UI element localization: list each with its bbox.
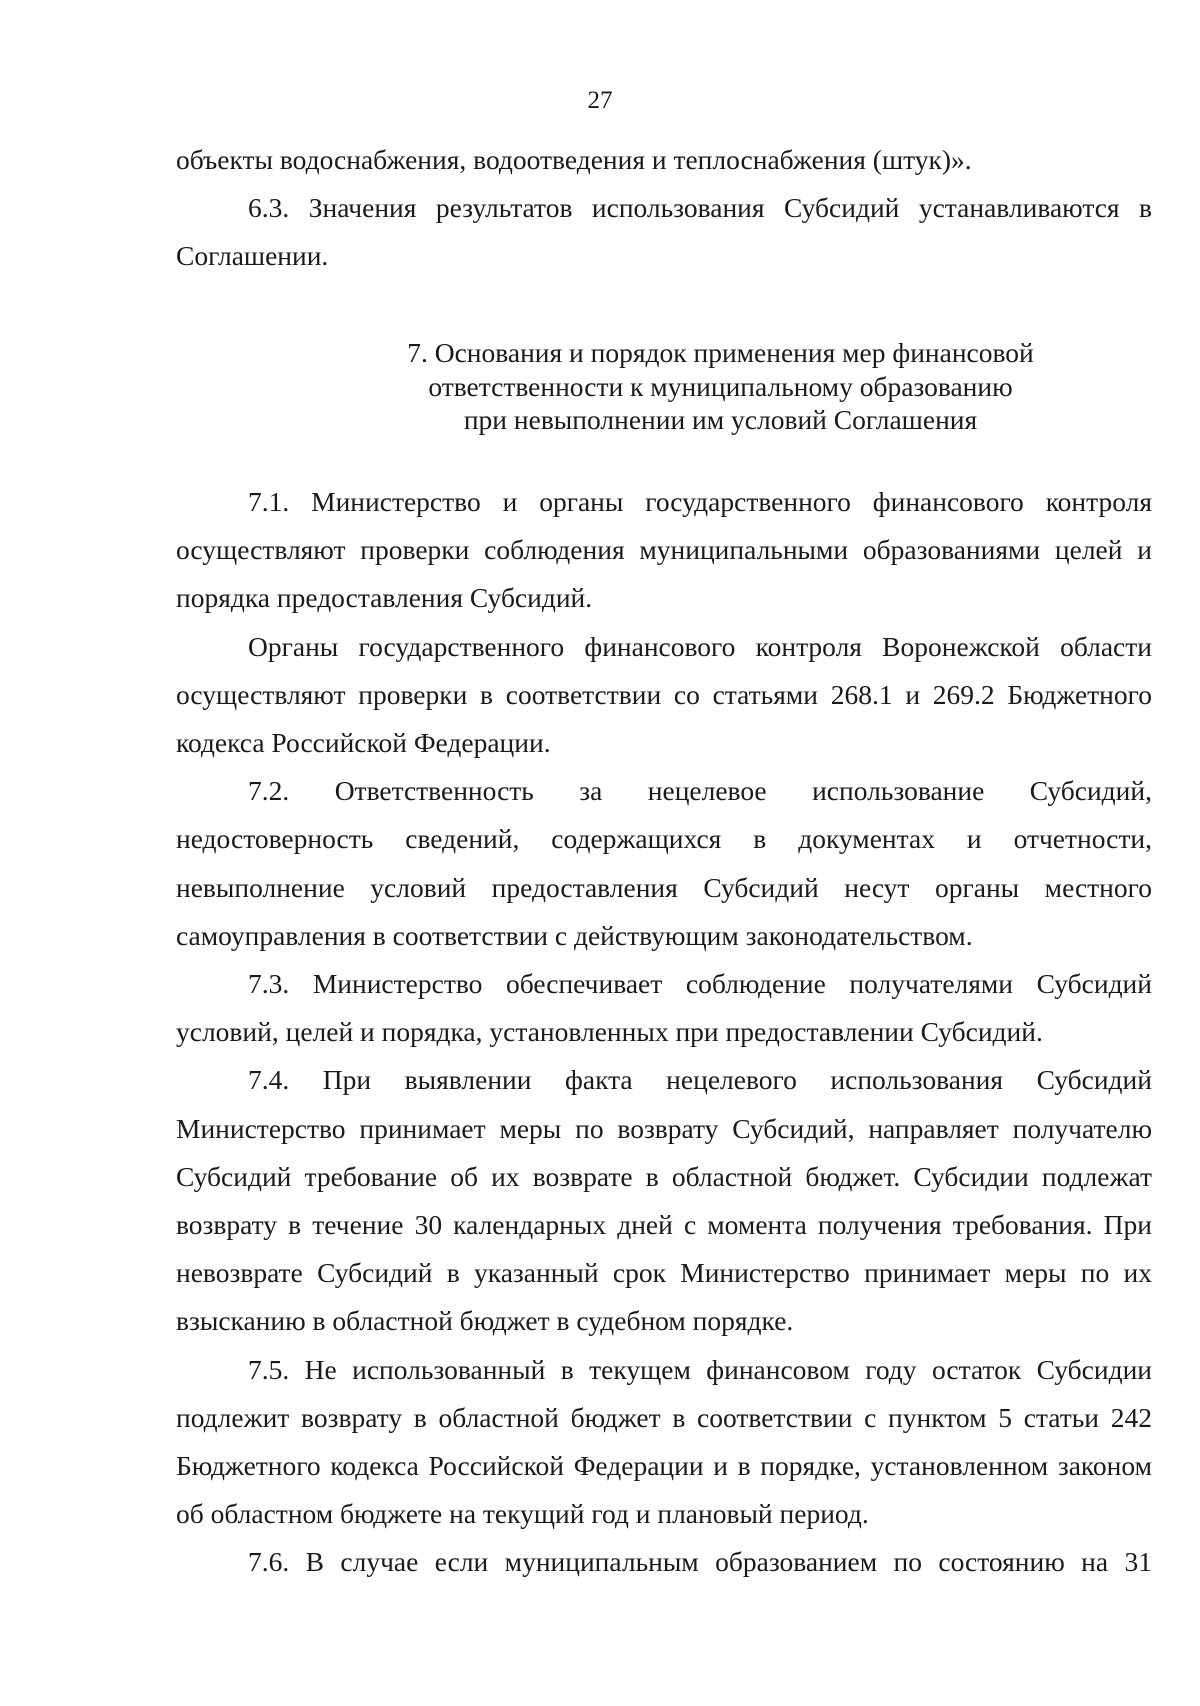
section-7-heading	[176, 336, 1152, 437]
section-7-text	[176, 478, 1152, 1587]
section-7-heading-line-2: ответственности к муниципальному образованию	[428, 370, 1013, 402]
paragraph-7-4: 7.4. При выявлении факта нецелевого использования Субсидий Министерство принимает меры по возврату Субсидий, направляет получателю Субсидий требование об их возврате в областной бюджет. Субсидии подлежат возврату в течение 30 календарных дней с момента получения требования. При невозврате Субсидий в указанный срок Министерство принимает меры по их взысканию в областной бюджет в судебном порядке.	[176, 1064, 1152, 1337]
section-7-heading-line-1: 7. Основания и порядок применения мер финансовой	[407, 337, 1034, 368]
paragraph-7-1-second: Органы государственного финансового контроля Воронежской области осуществляют проверки в соответствии со статьями 268.1 и 269.2 Бюджетного кодекса Российской Федерации.	[176, 630, 1152, 759]
paragraph-7-1: 7.1. Министерство и органы государственного финансового контроля осуществляют проверки соблюдения муниципальными образованиями целей и порядка предоставления Субсидий.	[176, 486, 1152, 614]
paragraph-7-5: 7.5. Не использованный в текущем финансовом году остаток Субсидии подлежит возврату в областной бюджет в соответствии с пунктом 5 статьи 242 Бюджетного кодекса Российской Федерации и в порядке, установленном законом об областном бюджете на текущий год и плановый период.	[176, 1353, 1152, 1530]
section-7-heading-line-3: при невыполнении им условий Соглашения	[463, 404, 978, 435]
page-number: 27	[587, 87, 613, 114]
paragraph-6-2-continuation: объекты водоснабжения, водоотведения и теплоснабжения (штук)».	[176, 144, 972, 175]
paragraph-6-3: 6.3. Значения результатов использования Субсидий устанавливаются в Соглашении.	[176, 192, 1152, 272]
paragraph-7-3: 7.3. Министерство обеспечивает соблюдение получателями Субсидий условий, целей и порядка, установленных при предоставлении Субсидий.	[176, 968, 1152, 1048]
paragraph-7-6: 7.6. В случае если муниципальным образованием по состоянию на 31	[248, 1546, 1152, 1578]
paragraph-7-2: 7.2. Ответственность за нецелевое использование Субсидий, недостоверность сведений, содержащихся в документах и отчетности, невыполнение условий предоставления Субсидий несут органы местного самоуправления в соответствии с действующим законодательством.	[176, 775, 1152, 951]
section-6-text	[176, 136, 1152, 281]
